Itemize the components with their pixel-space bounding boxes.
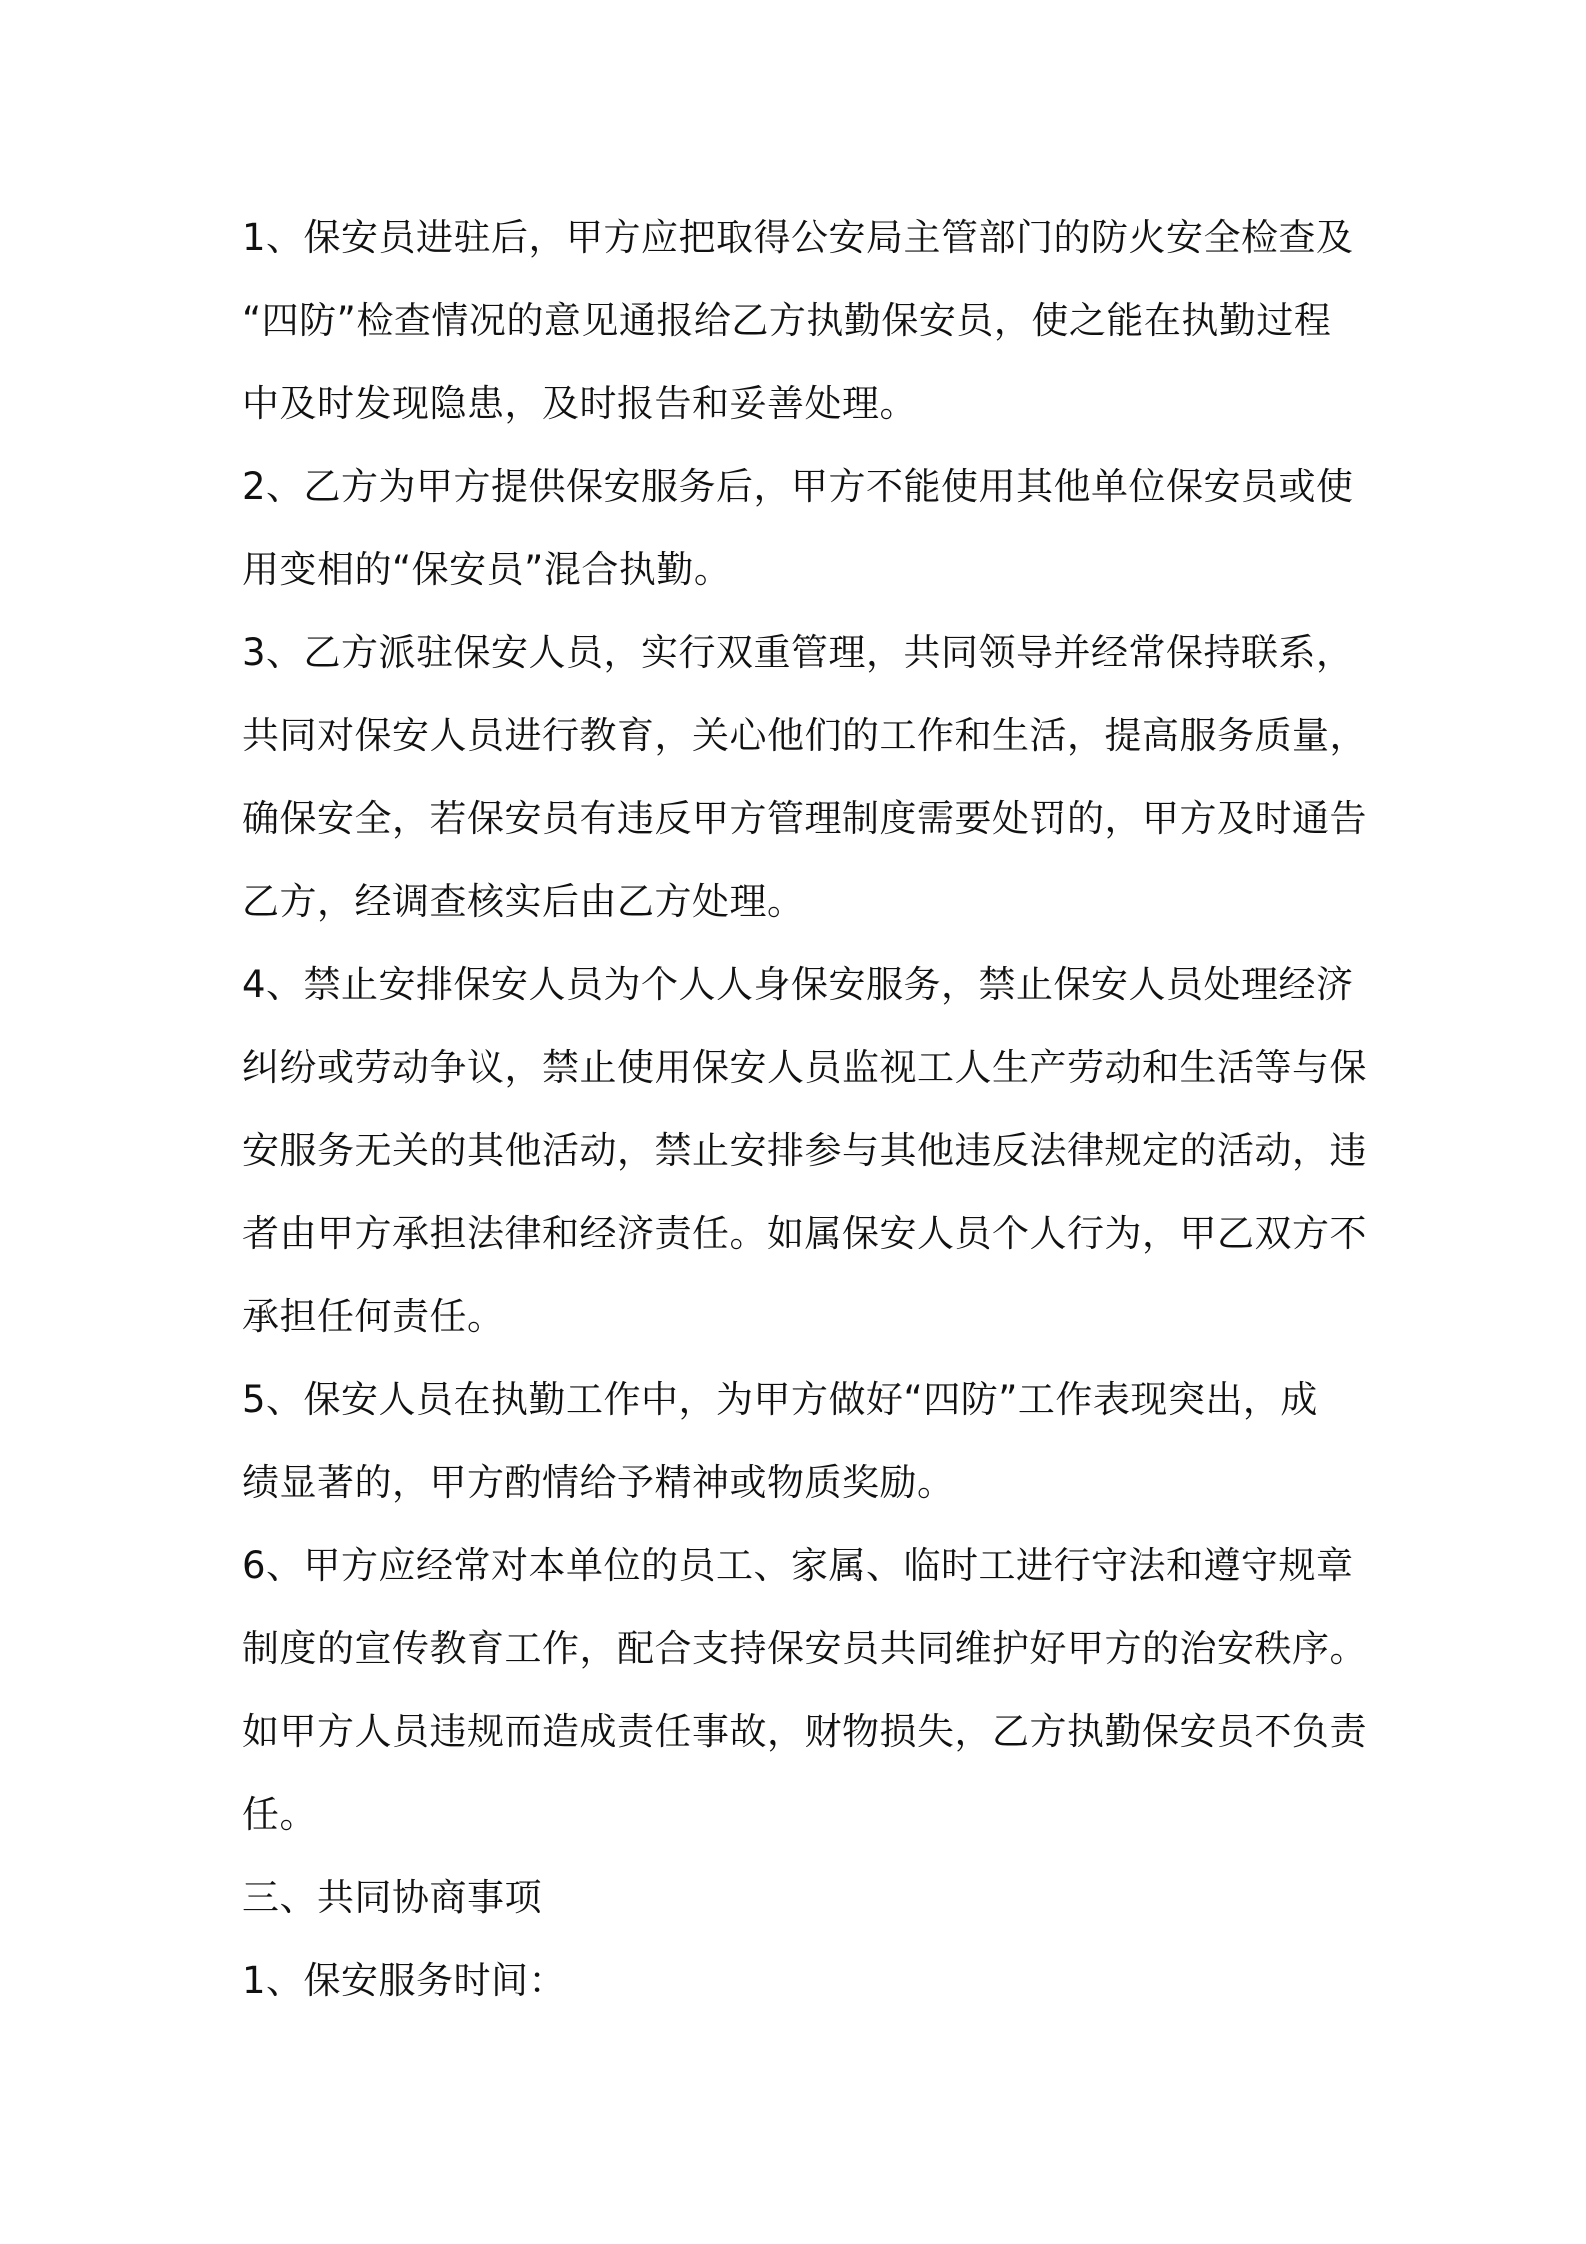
text-line: 5、保安人员在执勤工作中，为甲方做好“四防”工作表现突出，成: [242, 1378, 1318, 1421]
text-line: 4、禁止安排保安人员为个人人身保安服务，禁止保安人员处理经济: [242, 963, 1354, 1006]
text-line: 绩显著的，甲方酌情给予精神或物质奖励。: [242, 1461, 955, 1504]
text-line: 用变相的“保安员”混合执勤。: [242, 548, 732, 591]
text-line: 3、乙方派驻保安人员，实行双重管理，共同领导并经常保持联系，: [242, 631, 1354, 674]
text-line: 确保安全，若保安员有违反甲方管理制度需要处罚的，甲方及时通告: [242, 797, 1367, 840]
text-line: 者由甲方承担法律和经济责任。如属保安人员个人行为，甲乙双方不: [242, 1212, 1367, 1255]
text-line: 乙方，经调查核实后由乙方处理。: [242, 880, 805, 923]
text-line: 1、保安服务时间：: [242, 1959, 567, 2002]
text-line: 2、乙方为甲方提供保安服务后，甲方不能使用其他单位保安员或使: [242, 465, 1354, 508]
text-line: 中及时发现隐患，及时报告和妥善处理。: [242, 382, 917, 425]
section-heading: 三、共同协商事项: [242, 1876, 542, 1919]
text-line: 如甲方人员违规而造成责任事故，财物损失，乙方执勤保安员不负责: [242, 1710, 1367, 1753]
text-line: 6、甲方应经常对本单位的员工、家属、临时工进行守法和遵守规章: [242, 1544, 1354, 1587]
text-line: 承担任何责任。: [242, 1295, 505, 1338]
text-line: 共同对保安人员进行教育，关心他们的工作和生活，提高服务质量，: [242, 714, 1367, 757]
text-line: “四防”检查情况的意见通报给乙方执勤保安员，使之能在执勤过程: [242, 299, 1332, 342]
text-line: 1、保安员进驻后，甲方应把取得公安局主管部门的防火安全检查及: [242, 216, 1354, 259]
text-line: 纠纷或劳动争议，禁止使用保安人员监视工人生产劳动和生活等与保: [242, 1046, 1367, 1089]
document-body: [242, 196, 1367, 2022]
text-line: 制度的宣传教育工作，配合支持保安员共同维护好甲方的治安秩序。: [242, 1627, 1367, 1670]
text-line: 安服务无关的其他活动，禁止安排参与其他违反法律规定的活动，违: [242, 1129, 1367, 1172]
text-line: 任。: [242, 1793, 317, 1836]
